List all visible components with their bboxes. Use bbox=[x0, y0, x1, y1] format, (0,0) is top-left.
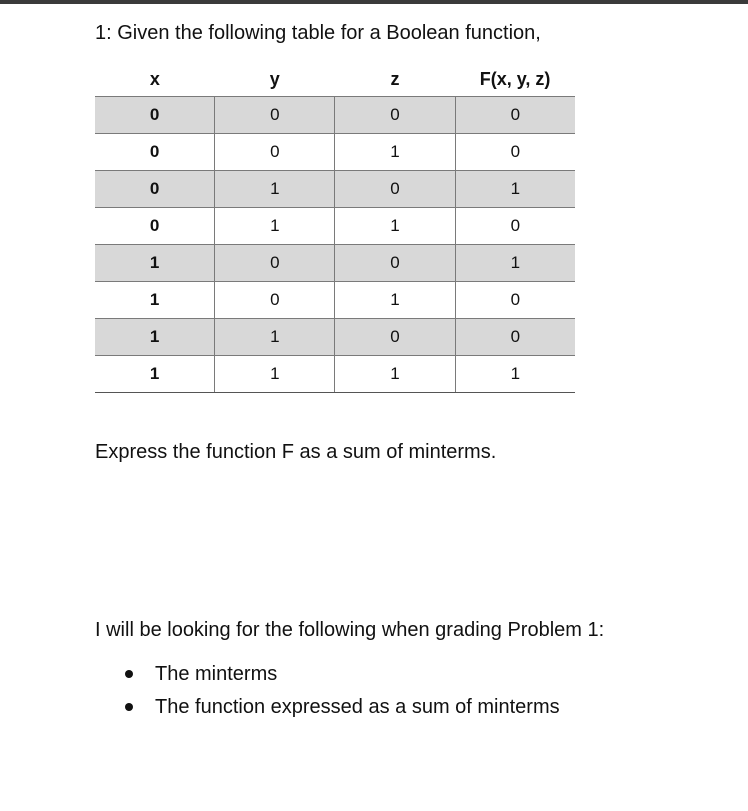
instruction-text: Express the function F as a sum of minterms. bbox=[95, 441, 497, 463]
table-row bbox=[95, 208, 575, 245]
cell-f: 1 bbox=[455, 245, 575, 282]
top-border bbox=[0, 0, 748, 4]
cell-y: 0 bbox=[215, 245, 335, 282]
cell-x: 0 bbox=[95, 171, 215, 208]
cell-x: 1 bbox=[95, 356, 215, 393]
cell-x: 1 bbox=[95, 282, 215, 319]
criterion-text: The function expressed as a sum of minterms bbox=[155, 696, 560, 718]
header-f: F(x, y, z) bbox=[479, 68, 551, 89]
cell-y: 0 bbox=[215, 282, 335, 319]
table-row bbox=[95, 245, 575, 282]
table-row bbox=[95, 97, 575, 134]
cell-y: 1 bbox=[215, 171, 335, 208]
cell-z: 1 bbox=[335, 356, 455, 393]
cell-x: 1 bbox=[95, 245, 215, 282]
table-row bbox=[95, 282, 575, 319]
cell-z: 0 bbox=[335, 319, 455, 356]
cell-f: 1 bbox=[455, 171, 575, 208]
table-row bbox=[95, 319, 575, 356]
cell-y: 1 bbox=[215, 356, 335, 393]
cell-f: 1 bbox=[455, 356, 575, 393]
bullet-icon bbox=[125, 703, 133, 711]
cell-z: 0 bbox=[335, 171, 455, 208]
cell-y: 1 bbox=[215, 208, 335, 245]
table-row bbox=[95, 171, 575, 208]
header-x: x bbox=[149, 68, 160, 89]
cell-f: 0 bbox=[455, 319, 575, 356]
cell-x: 0 bbox=[95, 97, 215, 134]
cell-z: 1 bbox=[335, 282, 455, 319]
cell-x: 1 bbox=[95, 319, 215, 356]
cell-y: 0 bbox=[215, 134, 335, 171]
cell-z: 0 bbox=[335, 97, 455, 134]
cell-y: 1 bbox=[215, 319, 335, 356]
truth-table bbox=[95, 62, 575, 393]
cell-z: 1 bbox=[335, 134, 455, 171]
question-text: 1: Given the following table for a Boolean function, bbox=[95, 22, 541, 44]
grading-intro: I will be looking for the following when grading Problem 1: bbox=[95, 619, 605, 641]
list-item bbox=[125, 691, 560, 724]
grading-criteria-list bbox=[125, 658, 560, 724]
cell-f: 0 bbox=[455, 97, 575, 134]
cell-f: 0 bbox=[455, 282, 575, 319]
bullet-icon bbox=[125, 670, 133, 678]
cell-y: 0 bbox=[215, 97, 335, 134]
header-z: z bbox=[390, 68, 400, 89]
cell-f: 0 bbox=[455, 134, 575, 171]
table-row bbox=[95, 134, 575, 171]
cell-z: 1 bbox=[335, 208, 455, 245]
cell-x: 0 bbox=[95, 134, 215, 171]
cell-z: 0 bbox=[335, 245, 455, 282]
table-row bbox=[95, 356, 575, 393]
cell-x: 0 bbox=[95, 208, 215, 245]
table-header-row bbox=[95, 62, 575, 97]
list-item bbox=[125, 658, 560, 691]
cell-f: 0 bbox=[455, 208, 575, 245]
header-y: y bbox=[269, 68, 280, 89]
criterion-text: The minterms bbox=[155, 663, 278, 685]
